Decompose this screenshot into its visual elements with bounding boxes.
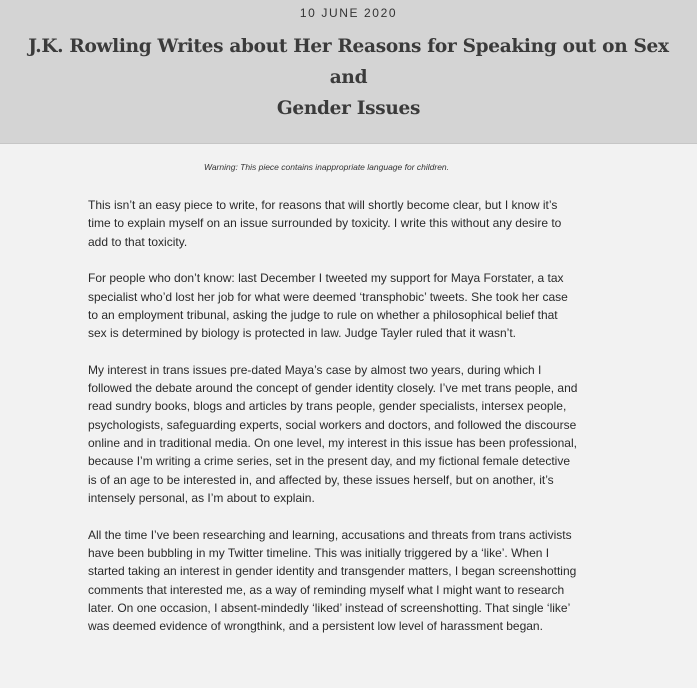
article-date: 10 JUNE 2020 xyxy=(299,6,398,20)
article-title xyxy=(20,31,677,124)
paragraph-1: This isn’t an easy piece to write, for reasons that will shortly become clear, but I know it’s time to explain myself on an issue surrounded by toxicity. I write this without any desire to add to that toxicity. xyxy=(88,198,562,249)
article-title-line-1: J.K. Rowling Writes about Her Reasons for Speaking out on Sex and xyxy=(28,36,669,88)
paragraph-2: For people who don’t know: last December I tweeted my support for Maya Forstater, a tax specialist who’d lost her job for what were deemed ‘transphobic’ tweets. She took her case to an employment tribunal, asking the judge to rule on whether a philosophical belief that sex is determined by biology is protected in law. Judge Tayler ruled that it wasn’t. xyxy=(88,271,568,341)
paragraph-4: All the time I’ve been researching and learning, accusations and threats from trans activists have been bubbling in my Twitter timeline. This was initially triggered by a ‘like’. When I started taking an interest in gender identity and transgender matters, I began screenshotting comments that interested me, as a way of reminding myself what I might want to research later. On one occasion, I absent-mindedly ‘liked’ instead of screenshotting. That single ‘like’ was deemed evidence of wrongthink, and a persistent low level of harassment began. xyxy=(88,527,577,634)
paragraph-3: My interest in trans issues pre-dated Maya’s case by almost two years, during which I followed the debate around the concept of gender identity closely. I’ve met trans people, and read sundry books, blogs and articles by trans people, gender specialists, intersex people, psychologists, safeguarding experts, social workers and doctors, and followed the discourse online and in traditional media. On one level, my interest in this issue has been professional, because I’m writing a crime series, set in the present day, and my fictional female detective is of an age to be interested in, and affected by, these issues herself, but on another, it’s intensely personal, as I’m about to explain. xyxy=(88,362,578,505)
article-body xyxy=(88,196,578,654)
article-title-line-2: Gender Issues xyxy=(276,98,421,119)
content-warning: Warning: This piece contains inappropriate language for children. xyxy=(203,162,450,172)
article-header xyxy=(0,0,697,144)
